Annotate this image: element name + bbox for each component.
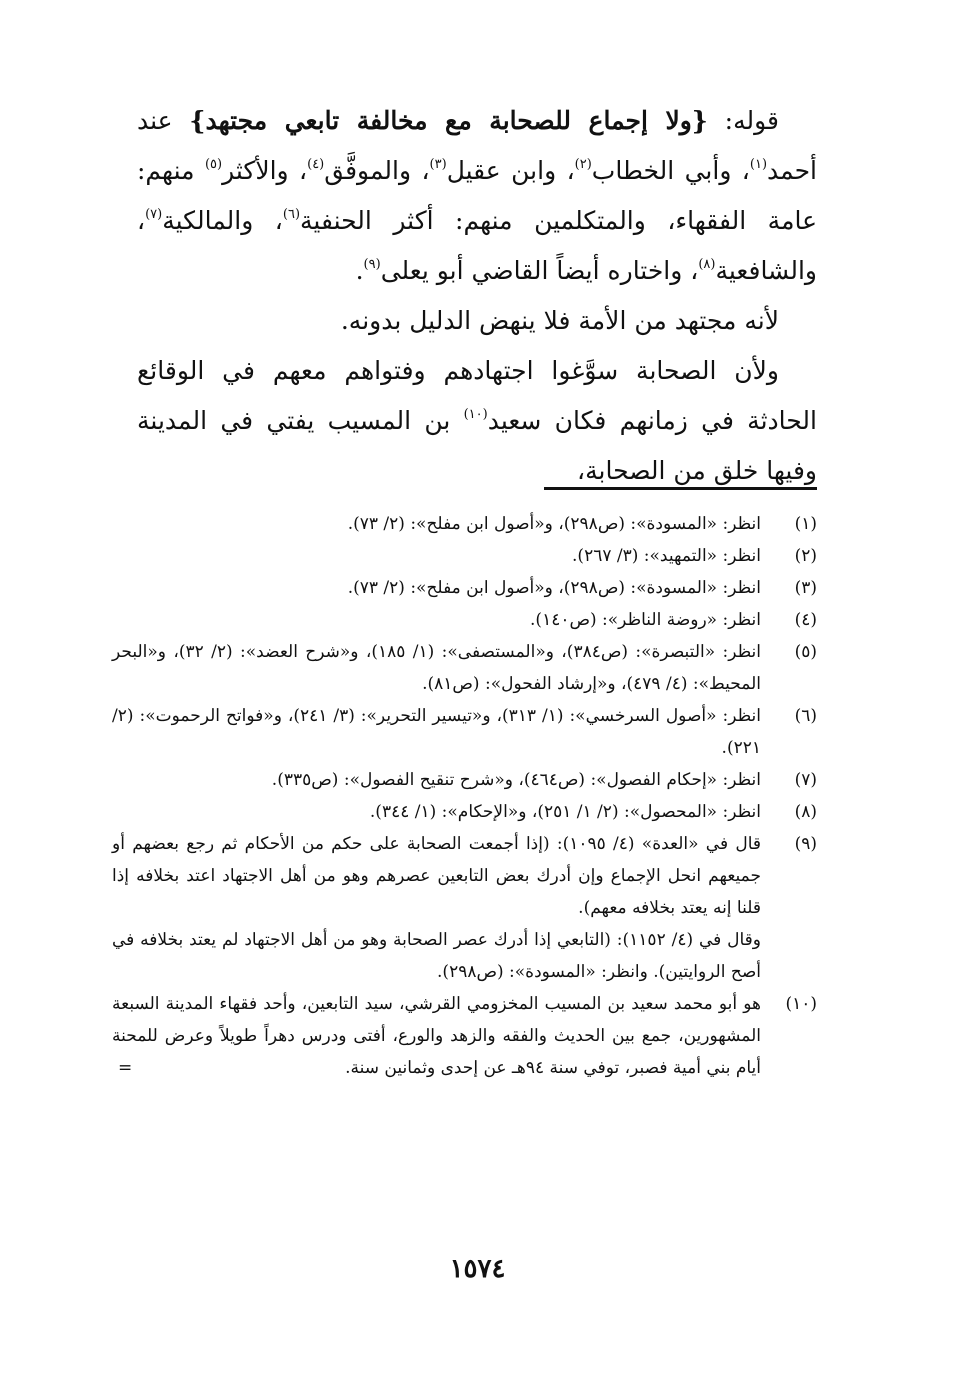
p1-text: ، وأبي الخطاب bbox=[591, 156, 750, 185]
footnote-marker: (٥) bbox=[204, 156, 223, 172]
footnote-2 bbox=[112, 540, 817, 572]
footnote-number: (٩) bbox=[794, 834, 817, 854]
footnote-4 bbox=[112, 604, 817, 636]
footnote-number: (٤) bbox=[794, 610, 817, 630]
footnote-number: (١٠) bbox=[785, 994, 817, 1014]
footnote-marker: (٧) bbox=[145, 206, 163, 222]
footnote-number: (٢) bbox=[794, 546, 817, 566]
footnote-number: (٦) bbox=[794, 706, 817, 726]
footnote-text: انظر: «المسودة»: (ص٢٩٨)، و«أصول ابن مفلح»: (٢/ ٧٣). bbox=[347, 514, 761, 534]
footnote-marker: (٨) bbox=[698, 256, 716, 272]
footnote-number: (٥) bbox=[794, 642, 817, 662]
footnote-marker: (٩) bbox=[363, 256, 381, 272]
footnote-text: انظر: «المسودة»: (ص٢٩٨)، و«أصول ابن مفلح»: (٢/ ٧٣). bbox=[347, 578, 761, 598]
footnote-text: انظر: «التمهيد»: (٣/ ٢٦٧). bbox=[572, 546, 761, 566]
footnote-5 bbox=[112, 636, 817, 700]
footnote-text: انظر: «إحكام الفصول»: (ص٤٦٤)، و«شرح تنقيح الفصول»: (ص٣٣٥). bbox=[271, 770, 761, 790]
page-number: ١٥٧٤ bbox=[449, 1254, 506, 1284]
footnote-number: (٧) bbox=[794, 770, 817, 790]
footnote-text: انظر: «أصول السرخسي»: (١/ ٣١٣)، و«تيسير التحرير»: (٣/ ٢٤١)، و«فواتح الرحموت»: (٢/ ٢٢١). bbox=[112, 706, 761, 758]
footnote-7 bbox=[112, 764, 817, 796]
footnote-text: قال في «العدة» (٤/ ١٠٩٥): (إذا أجمعت الصحابة على حكم من الأحكام ثم رجع بعضهم أو جميعهم انحل الإجماع وإن أدرك بعض التابعين عصرهم وهو من أهل الاجتهاد اعتد بخلافه إذا قلنا إنه يعتد بخلافه معهم). bbox=[112, 834, 761, 918]
p1-text: ، والشافعية bbox=[137, 206, 817, 285]
footnote-9-continuation: وقال في (٤/ ١١٥٢): (التابعي إذا أدرك عصر الصحابة وهو من أهل الاجتهاد لم يعتد بخلافه في أصح الروايتين). وانظر: «المسودة»: (ص٢٩٨). bbox=[112, 930, 761, 982]
p1-text: عند أحمد bbox=[137, 106, 818, 185]
quoted-statement: {ولا إجماع للصحابة مع مخالفة تابعي مجتهد} bbox=[189, 106, 708, 135]
main-text-block bbox=[137, 96, 817, 496]
footnote-marker: (٦) bbox=[282, 206, 301, 222]
footnote-text: هو أبو محمد سعيد بن المسيب المخزومي القرشي، سيد التابعين، وأحد فقهاء المدينة السبعة المشهورين، جمع بين الحديث والفقه والزهد والورع، أفتى ودرس دهراً طويلاً وعرض للمحنة أيام بني أمية فصبر، توفي سنة ٩٤هـ عن إحدى وثمانين سنة. bbox=[112, 994, 761, 1078]
footnote-number: (٨) bbox=[794, 802, 817, 822]
footnote-6 bbox=[112, 700, 817, 764]
footnote-text: انظر: «التبصرة»: (ص٣٨٤)، و«المستصفى»: (١/ ١٨٥)، و«شرح العضد»: (٢/ ٣٢)، و«البحر المحيط»: (٤/ ٤٧٩)، و«إرشاد الفحول»: (ص٨١). bbox=[112, 642, 761, 694]
footnote-number: (١) bbox=[794, 514, 817, 534]
p1-text: ، واختاره أيضاً القاضي أبو يعلى bbox=[380, 256, 699, 285]
p3-text: بن المسيب يفتي في المدينة وفيها خلق من الصحابة، bbox=[137, 406, 817, 485]
footnote-number: (٣) bbox=[794, 578, 817, 598]
p1-text: ، والموفَّق bbox=[324, 156, 430, 185]
p1-lead: قوله: bbox=[707, 106, 779, 135]
footnote-marker: (٣) bbox=[429, 156, 447, 172]
footnote-3 bbox=[112, 572, 817, 604]
paragraph-1 bbox=[137, 96, 817, 296]
p1-text: ، والأكثر bbox=[222, 156, 308, 185]
p1-text: ، والمالكية bbox=[162, 206, 283, 235]
footnote-marker: (٤) bbox=[307, 156, 325, 172]
footnote-marker: (٢) bbox=[574, 156, 592, 172]
footnote-separator-rule bbox=[544, 487, 817, 490]
footnotes-block bbox=[112, 508, 817, 1084]
p1-text: . bbox=[355, 256, 364, 285]
footnote-marker: (١) bbox=[749, 156, 768, 172]
footnote-9 bbox=[112, 828, 817, 924]
footnote-text: انظر: «روضة الناظر»: (ص١٤٠). bbox=[530, 610, 761, 630]
p3-text: ولأن الصحابة سوَّغوا اجتهادهم وفتواهم معهم في الوقائع الحادثة في زمانهم فكان سعيد bbox=[137, 356, 817, 435]
paragraph-2: لأنه مجتهد من الأمة فلا ينهض الدليل بدونه. bbox=[340, 306, 779, 335]
p1-text: ، وابن عقيل bbox=[446, 156, 575, 185]
footnote-10 bbox=[112, 988, 817, 1084]
p1-text: منهم: عامة الفقهاء، والمتكلمين منهم: أكثر الحنفية bbox=[137, 156, 817, 235]
footnote-1 bbox=[112, 508, 817, 540]
paragraph-3 bbox=[137, 346, 817, 496]
continuation-mark: = bbox=[118, 1058, 133, 1078]
footnote-marker: (١٠) bbox=[463, 406, 488, 422]
footnote-text: انظر: «المحصول»: (٢/ ١/ ٢٥١)، و«الإحكام»: (١/ ٣٤٤). bbox=[369, 802, 761, 822]
footnote-8 bbox=[112, 796, 817, 828]
